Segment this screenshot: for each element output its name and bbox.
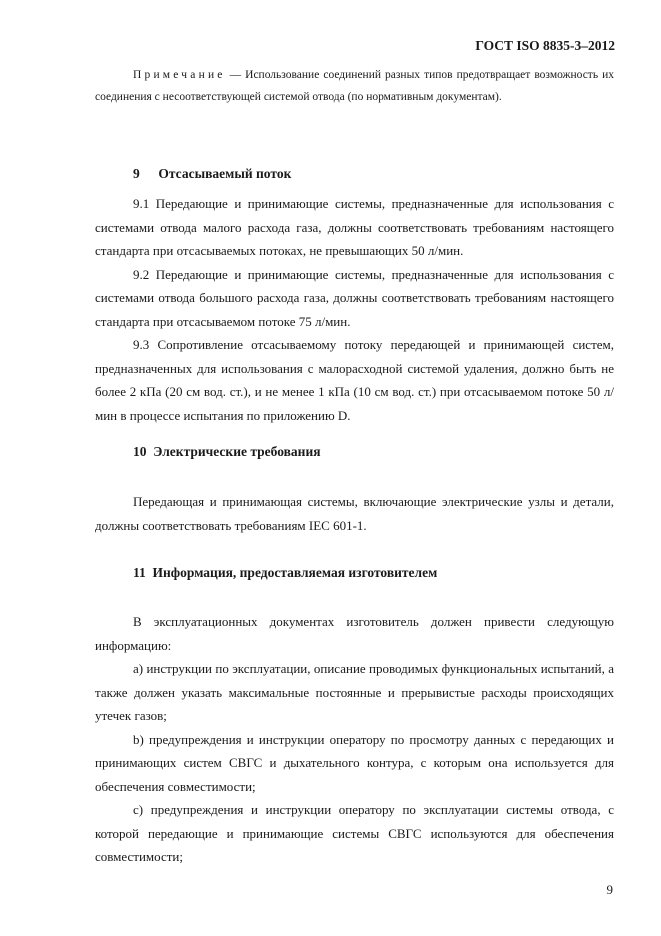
section-10 <box>95 442 614 537</box>
section-11-heading <box>95 563 614 583</box>
section-11 <box>95 563 614 869</box>
section-11-number: 11 <box>133 565 146 580</box>
section-9-paragraph-2: 9.2 Передающие и принимающие системы, предназначенные для использования с системами отвода большого расхода газа, должны соответствовать требованиям настоящего стандарта при отсасываемом потоке 75 л/мин. <box>95 266 614 329</box>
document-header: ГОСТ ISO 8835-3–2012 <box>475 38 615 53</box>
section-9-paragraph-1: 9.1 Передающие и принимающие системы, предназначенные для использования с системами отвода малого расхода газа, должны соответствовать требованиям настоящего стандарта при отсасываемых потоках, не превышающих 50 л/мин. <box>95 196 614 258</box>
note-block <box>95 64 614 108</box>
section-9 <box>95 164 614 427</box>
section-9-number: 9 <box>133 166 140 181</box>
section-11-intro: В эксплуатационных документах изготовитель должен привести следующую информацию: <box>95 614 614 653</box>
list-item-b: b) предупреждения и инструкции оператору по просмотру данных с передающих и принимающих систем СВГС и дыхательного контура, с которым она используется для обеспечения совместимости; <box>95 731 614 794</box>
list-item-a: a) инструкции по эксплуатации, описание проводимых функциональных испытаний, а также должен указать максимальные постоянные и прерывистые расходы происходящих утечек газов; <box>95 661 614 723</box>
section-9-heading <box>95 164 614 184</box>
note-text: — Использование соединений разных типов предотвращает возможность их соединения с несоответствующей системой отвода (по нормативным документам). <box>95 69 614 103</box>
section-10-heading <box>95 442 614 462</box>
note-paragraph <box>95 64 614 108</box>
note-label: Примечание <box>133 69 226 81</box>
section-10-title: Электрические требования <box>153 444 321 459</box>
list-item-c: c) предупреждения и инструкции оператору по эксплуатации системы отвода, с которой передающие и принимающие системы СВГС используются для обеспечения совместимости; <box>95 802 614 864</box>
section-10-paragraph-1: Передающая и принимающая системы, включающие электрические узлы и детали, должны соответствовать требованиям IEC 601-1. <box>95 494 614 533</box>
section-9-title: Отсасываемый поток <box>158 166 292 181</box>
section-11-title: Информация, предоставляемая изготовителем <box>152 565 438 580</box>
section-9-paragraph-3: 9.3 Сопротивление отсасываемому потоку передающей и принимающей систем, предназначенных для использования с малорасходной системой удаления, должно быть не более 2 кПа (20 см вод. ст.), и не менее 1 кПа (10 см вод. ст.) при отсасываемом потоке 50 л/мин в процессе испытания по приложению D. <box>95 337 614 423</box>
page-number: 9 <box>606 882 613 897</box>
section-10-number: 10 <box>133 444 147 459</box>
